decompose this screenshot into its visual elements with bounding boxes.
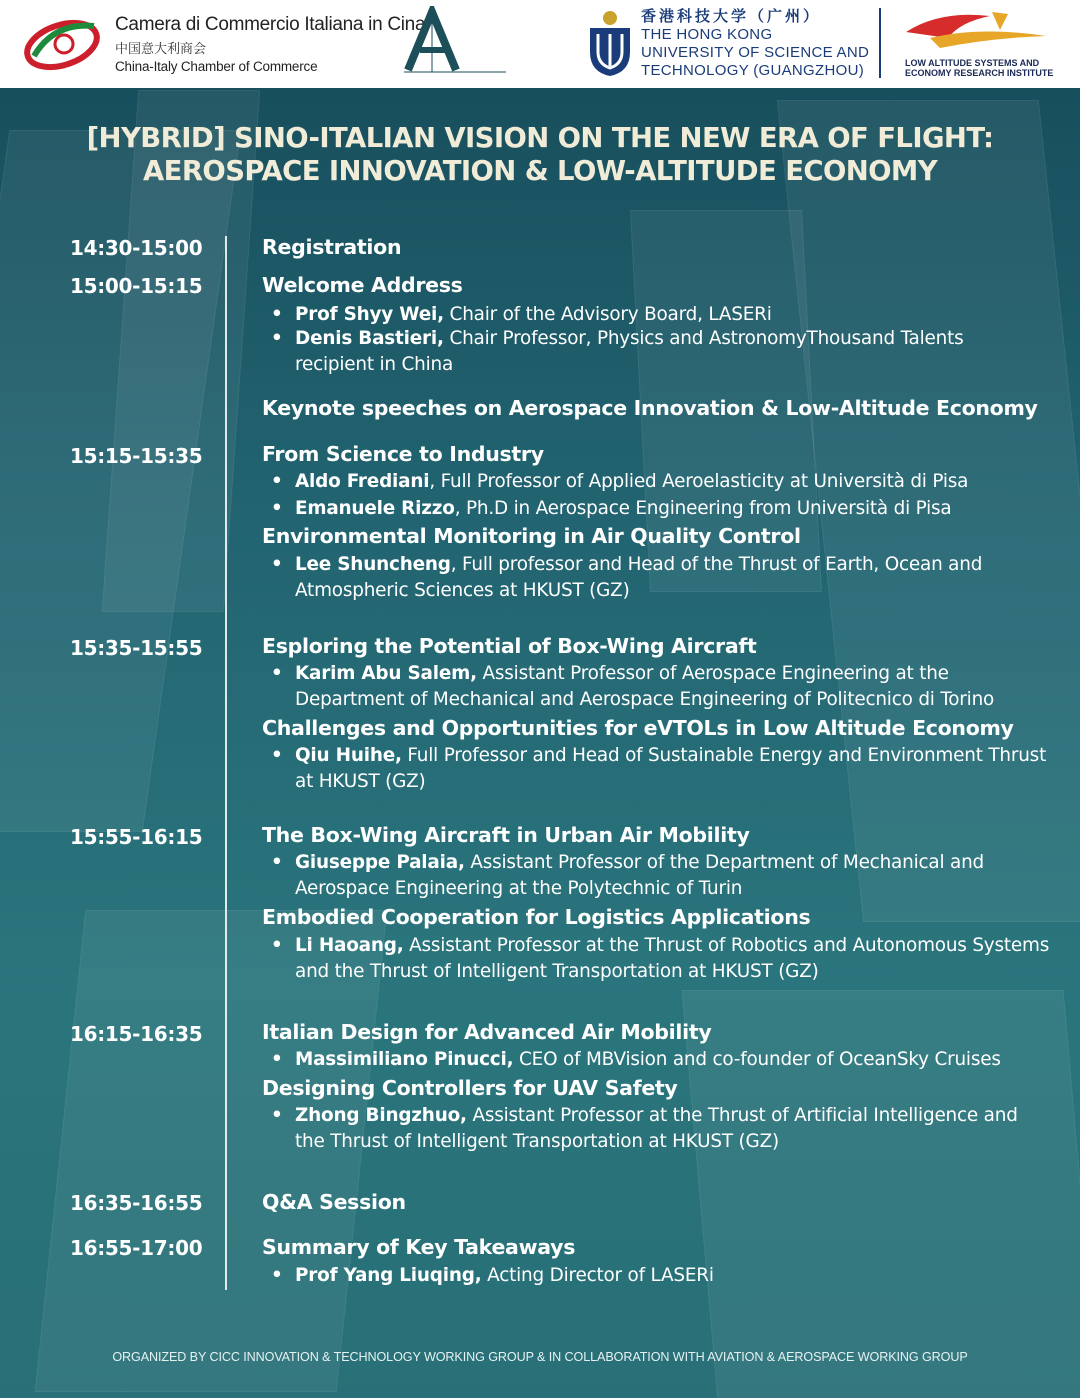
agenda-session-title: Environmental Monitoring in Air Quality Control xyxy=(262,524,801,548)
speaker-name: Massimiliano Pinucci, xyxy=(295,1049,514,1070)
hkust-name-chinese: 香港科技大学（广州） xyxy=(641,8,822,25)
agenda-session-title: Italian Design for Advanced Air Mobility xyxy=(262,1020,712,1044)
agenda-time: 15:00-15:15 xyxy=(70,274,203,298)
agenda-session-title: Challenges and Opportunities for eVTOLs in Low Altitude Economy xyxy=(262,716,1014,740)
cicc-name-chinese: 中国意大利商会 xyxy=(115,41,207,56)
cicc-name-italian: Camera di Commercio Italiana in Cina xyxy=(115,14,426,35)
agenda-divider-line xyxy=(225,236,227,1290)
speaker-role: , Full Professor of Applied Aeroelasticity at Università di Pisa xyxy=(429,471,969,492)
agenda-speaker xyxy=(295,302,1060,328)
agenda-speaker xyxy=(295,1263,1060,1289)
agenda-speaker xyxy=(295,326,995,378)
speaker-name: Prof Shyy Wei, xyxy=(295,304,444,325)
speaker-role: Full Professor and Head of Sustainable Energy and Environment Thrust at HKUST (GZ) xyxy=(295,745,1047,792)
cicc-logo-icon xyxy=(24,12,102,74)
agenda-time: 15:55-16:15 xyxy=(70,825,203,849)
event-title-line-1: [HYBRID] SINO-ITALIAN VISION ON THE NEW ERA OF FLIGHT: xyxy=(86,122,994,154)
agenda-time: 14:30-15:00 xyxy=(70,236,203,260)
agenda-session-title: Registration xyxy=(262,235,402,259)
speaker-role: Acting Director of LASERi xyxy=(481,1265,714,1286)
cicc-name-english: China-Italy Chamber of Commerce xyxy=(115,59,318,74)
agenda-time: 16:55-17:00 xyxy=(70,1236,203,1260)
aviation-aerospace-group-logo-icon xyxy=(400,6,510,76)
event-title-line-2: AEROSPACE INNOVATION & LOW-ALTITUDE ECONOMY xyxy=(142,155,938,187)
logo-header xyxy=(0,0,1080,88)
hkust-name xyxy=(641,8,869,80)
speaker-role: Chair of the Advisory Board, LASERi xyxy=(443,304,772,325)
agenda-speaker xyxy=(295,661,1060,713)
lasri-name-line-2: ECONOMY RESEARCH INSTITUTE xyxy=(905,68,1054,78)
hkust-name-english-1: THE HONG KONG xyxy=(641,26,773,43)
speaker-role: Assistant Professor of the Department of Mechanical and Aerospace Engineering at the Polytechnic of Turin xyxy=(295,852,985,899)
agenda-session-title: Esploring the Potential of Box-Wing Aircraft xyxy=(262,634,757,658)
event-title xyxy=(40,122,1040,188)
agenda-speaker xyxy=(295,933,1050,985)
agenda-session-title: Designing Controllers for UAV Safety xyxy=(262,1076,678,1100)
hkust-name-english-2: UNIVERSITY OF SCIENCE AND xyxy=(641,44,870,61)
agenda-time: 15:35-15:55 xyxy=(70,636,203,660)
speaker-name: Lee Shuncheng xyxy=(295,554,451,575)
agenda-section-title: Keynote speeches on Aerospace Innovation & Low-Altitude Economy xyxy=(262,396,1038,420)
speaker-name: Prof Yang Liuqing, xyxy=(295,1265,482,1286)
speaker-name: Denis Bastieri, xyxy=(295,328,444,349)
header-divider xyxy=(879,8,881,78)
agenda-session-title: Welcome Address xyxy=(262,273,463,297)
speaker-name: Aldo Frediani xyxy=(295,471,430,492)
speaker-role: Assistant Professor of Aerospace Engineering at the Department of Mechanical and Aerospace Engineering of Politecnico di Torino xyxy=(295,663,995,710)
agenda-speaker xyxy=(295,1103,1050,1155)
speaker-name: Li Haoang, xyxy=(295,935,404,956)
lasri-logo-icon xyxy=(900,8,1050,56)
agenda-speaker xyxy=(295,469,1060,495)
agenda-speaker xyxy=(295,496,1060,522)
speaker-role: Assistant Professor at the Thrust of Robotics and Autonomous Systems and the Thrust of Intelligent Transportation at HKUST (GZ) xyxy=(295,935,1050,982)
lasri-name xyxy=(905,58,1053,78)
agenda-session-title: Q&A Session xyxy=(262,1190,406,1214)
speaker-name: Giuseppe Palaia, xyxy=(295,852,465,873)
speaker-name: Karim Abu Salem, xyxy=(295,663,477,684)
agenda-time: 16:15-16:35 xyxy=(70,1022,203,1046)
agenda-time: 16:35-16:55 xyxy=(70,1191,203,1215)
speaker-role: Chair Professor, Physics and AstronomyThousand Talents recipient in China xyxy=(295,328,964,375)
agenda-speaker xyxy=(295,1047,1060,1073)
speaker-name: Qiu Huihe, xyxy=(295,745,402,766)
speaker-role: , Full professor and Head of the Thrust of Earth, Ocean and Atmospheric Sciences at HKUST (GZ) xyxy=(295,554,983,601)
agenda-session-title: Summary of Key Takeaways xyxy=(262,1235,576,1259)
lasri-name-line-1: LOW ALTITUDE SYSTEMS AND xyxy=(905,58,1040,68)
agenda-session-title: Embodied Cooperation for Logistics Applications xyxy=(262,905,811,929)
agenda-time: 15:15-15:35 xyxy=(70,444,203,468)
hkust-logo-icon xyxy=(586,8,634,78)
speaker-role: CEO of MBVision and co-founder of OceanSky Cruises xyxy=(513,1049,1001,1070)
agenda-session-title: From Science to Industry xyxy=(262,442,544,466)
speaker-role: Assistant Professor at the Thrust of Artificial Intelligence and the Thrust of Intelligent Transportation at HKUST (GZ) xyxy=(295,1105,1018,1152)
hkust-name-english-3: TECHNOLOGY (GUANGZHOU) xyxy=(641,62,865,79)
agenda-session-title: The Box-Wing Aircraft in Urban Air Mobility xyxy=(262,823,750,847)
agenda-speaker xyxy=(295,552,995,604)
speaker-name: Zhong Bingzhuo, xyxy=(295,1105,467,1126)
speaker-name: Emanuele Rizzo xyxy=(295,498,455,519)
agenda-speaker xyxy=(295,850,995,902)
organizer-footer: ORGANIZED BY CICC INNOVATION & TECHNOLOGY WORKING GROUP & IN COLLABORATION WITH AVIATION & AEROSPACE WORKING GROUP xyxy=(112,1350,968,1364)
agenda-speaker xyxy=(295,743,1050,795)
speaker-role: , Ph.D in Aerospace Engineering from Università di Pisa xyxy=(454,498,952,519)
cicc-name xyxy=(115,14,425,74)
